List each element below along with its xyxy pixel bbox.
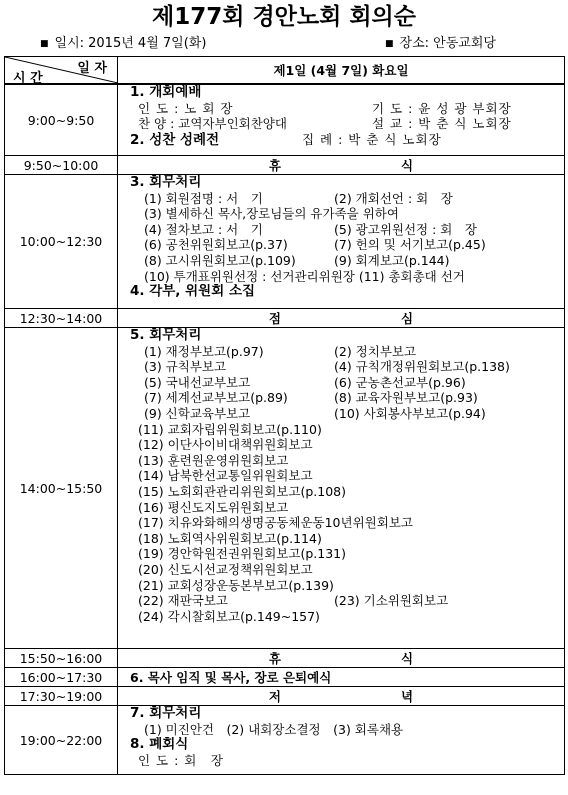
section-title: 1. 개회예배 <box>130 85 202 100</box>
table-row <box>5 706 565 775</box>
break-text: 식 <box>401 651 414 666</box>
schedule-table <box>4 56 565 775</box>
event-text: 6. 목사 임직 및 목사, 장로 은퇴예식 <box>118 668 565 687</box>
row-time: 17:30~19:00 <box>5 687 118 706</box>
list-item: (19) 경안학원전권위원회보고(p.131) <box>138 546 346 562</box>
break-text: 심 <box>401 311 414 326</box>
table-row <box>5 175 565 309</box>
break-row <box>118 156 565 175</box>
break-text: 휴 <box>268 158 281 173</box>
break-text: 녁 <box>401 689 414 704</box>
list-item: (4) 규칙개정위원회보고(p.138) <box>334 359 510 375</box>
row-time: 19:00~22:00 <box>5 706 118 775</box>
row-time: 9:50~10:00 <box>5 156 118 175</box>
list-item: (3) 규칙부보고 <box>144 359 227 375</box>
list-item: (5) 광고위원선정 : 회 장 <box>334 221 477 237</box>
break-row <box>118 309 565 328</box>
list-item: (8) 교육자원부보고(p.93) <box>334 390 478 406</box>
header-day-label: 일 자 <box>77 61 107 76</box>
list-item: (2) 정치부보고 <box>334 343 417 359</box>
list-item: (2) 개회선언 : 회 장 <box>334 190 453 206</box>
list-item: (1) 회원점명 : 서 기 <box>144 190 263 206</box>
table-row <box>5 84 565 156</box>
bullet-icon: ■ <box>40 39 49 49</box>
section-title: 3. 회무처리 <box>130 175 202 190</box>
table-row <box>5 668 565 687</box>
meta-place-text: 장소: 안동교회당 <box>399 36 496 51</box>
list-item: (18) 노회역사위원회보고(p.114) <box>138 530 322 546</box>
table-row <box>5 649 565 668</box>
header-day-title: 제1일 (4월 7일) 화요일 <box>118 57 565 85</box>
break-row <box>118 649 565 668</box>
section-title: 5. 회무처리 <box>130 328 202 343</box>
meta-place <box>385 36 496 52</box>
table-row <box>5 156 565 175</box>
section-title: 8. 폐회식 <box>130 737 189 753</box>
row-time: 9:00~9:50 <box>5 84 118 156</box>
list-item: (1) 미진안건 (2) 내회장소결정 (3) 회록채용 <box>144 721 404 737</box>
list-item: (22) 재판국보고 <box>138 593 229 609</box>
list-item: 기 도 : 윤 성 광 부회장 <box>372 100 512 116</box>
list-item: (11) 교회자립위원회보고(p.110) <box>138 421 322 437</box>
list-item: (8) 고시위원회보고(p.109) <box>144 252 296 268</box>
break-text: 저 <box>268 689 281 704</box>
row-time: 15:50~16:00 <box>5 649 118 668</box>
header-time-cell <box>5 57 118 85</box>
section-title: 2. 성찬 성례전 <box>130 131 220 148</box>
header-time-label: 시 간 <box>13 71 43 86</box>
list-item: (24) 각시찰회보고(p.149~157) <box>138 608 320 624</box>
row-time: 10:00~12:30 <box>5 175 118 309</box>
break-row <box>118 687 565 706</box>
meta-date-text: 일시: 2015년 4월 7일(화) <box>54 36 207 51</box>
list-item: 인 도 : 회 장 <box>138 752 224 768</box>
list-item: (21) 교회성장운동본부보고(p.139) <box>138 577 334 593</box>
meta-date <box>40 36 206 52</box>
list-item: (6) 공천위원회보고(p.37) <box>144 237 288 253</box>
bullet-icon: ■ <box>385 39 394 49</box>
list-item: (4) 절차보고 : 서 기 <box>144 221 263 237</box>
list-item: (9) 회계보고(p.144) <box>334 252 450 268</box>
row-time: 16:00~17:30 <box>5 668 118 687</box>
row-time: 12:30~14:00 <box>5 309 118 328</box>
section-title: 4. 각부, 위원회 소집 <box>130 284 256 300</box>
break-text: 휴 <box>268 651 281 666</box>
list-item: 집 례 : 박 춘 식 노회장 <box>302 131 442 147</box>
list-item: 설 교 : 박 춘 식 노회장 <box>372 116 512 132</box>
page-title: 제177회 경안노회 회의순 <box>152 4 416 30</box>
list-item: 인 도 : 노 회 장 <box>138 100 234 116</box>
row-content <box>118 175 565 309</box>
list-item: (17) 치유와화해의생명공동체운동10년위원회보고 <box>138 515 413 531</box>
list-item: (7) 헌의 및 서기보고(p.45) <box>334 237 486 253</box>
table-row <box>5 309 565 328</box>
list-item: (15) 노회회관관리위원회보고(p.108) <box>138 483 346 499</box>
row-time: 14:00~15:50 <box>5 328 118 649</box>
table-row <box>5 328 565 649</box>
table-header-row <box>5 57 565 85</box>
list-item: (5) 국내선교부보고 <box>144 374 251 390</box>
list-item: (13) 훈련원운영위원회보고 <box>138 452 289 468</box>
list-item: (9) 신학교육부보고 <box>144 405 251 421</box>
list-item: (14) 남북한선교통일위원회보고 <box>138 468 313 484</box>
list-item: (20) 신도시선교정책위원회보고 <box>138 561 313 577</box>
list-item: (1) 재정부보고(p.97) <box>144 343 264 359</box>
list-item: (7) 세계선교부보고(p.89) <box>144 390 288 406</box>
list-item: (12) 이단사이비대책위원회보고 <box>138 437 313 453</box>
row-content <box>118 84 565 156</box>
list-item: (10) 투개표위원선정 : 선거관리위원장 (11) 총회총대 선거 <box>144 268 465 284</box>
list-item: (23) 기소위원회보고 <box>334 593 449 609</box>
row-content <box>118 328 565 649</box>
section-title: 7. 회무처리 <box>130 706 202 721</box>
break-text: 점 <box>268 311 281 326</box>
list-item: (6) 군농촌선교부(p.96) <box>334 374 466 390</box>
row-content <box>118 706 565 775</box>
list-item: (16) 평신도지도위원회보고 <box>138 499 289 515</box>
list-item: (3) 별세하신 목사,장로님들의 유가족을 위하여 <box>144 206 399 222</box>
list-item: 찬 양 : 교역자부인회찬양대 <box>138 116 287 132</box>
list-item: (10) 사회봉사부보고(p.94) <box>334 405 486 421</box>
table-row <box>5 687 565 706</box>
break-text: 식 <box>401 158 414 173</box>
